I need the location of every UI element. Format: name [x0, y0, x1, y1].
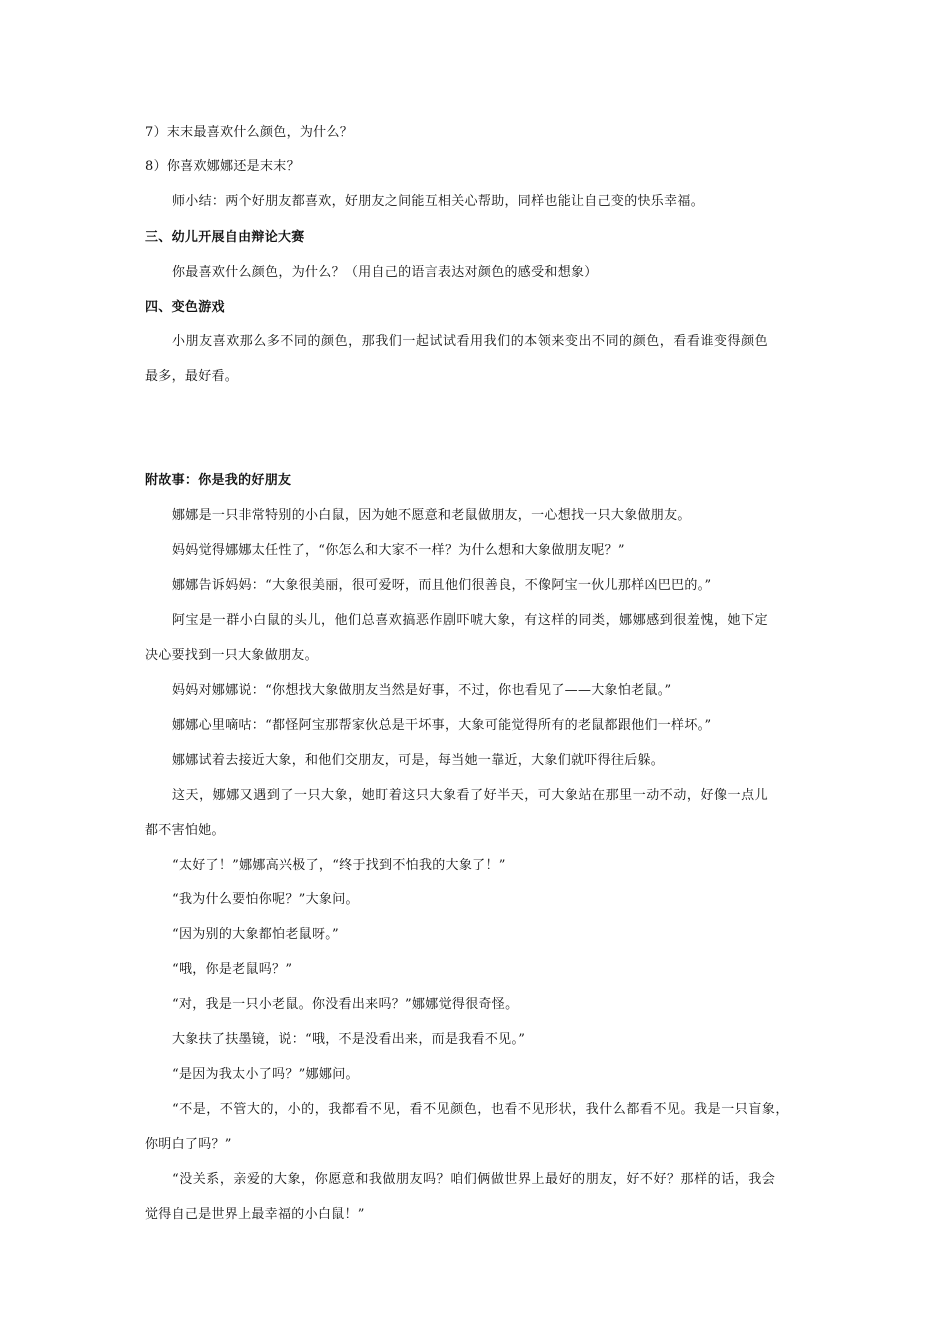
story-paragraph: “对，我是一只小老鼠。你没看出来吗？”娜娜觉得很奇怪。 [172, 997, 519, 1012]
section-heading-game: 四、变色游戏 [145, 300, 225, 315]
story-paragraph: 娜娜告诉妈妈：“大象很美丽，很可爱呀，而且他们很善良，不像阿宝一伙儿那样凶巴巴的。” [172, 578, 712, 593]
story-paragraph: 娜娜心里嘀咕：“都怪阿宝那帮家伙总是干坏事，大象可能觉得所有的老鼠都跟他们一样坏。” [172, 718, 712, 733]
story-paragraph: “太好了！”娜娜高兴极了，“终于找到不怕我的大象了！” [172, 858, 506, 873]
story-paragraph: 这天，娜娜又遇到了一只大象，她盯着这只大象看了好半天，可大象站在那里一动不动，好像一点儿 [172, 788, 769, 803]
debate-paragraph: 你最喜欢什么颜色，为什么？（用自己的语言表达对颜色的感受和想象） [172, 265, 598, 280]
game-paragraph-line-1: 小朋友喜欢那么多不同的颜色，那我们一起试试看用我们的本领来变出不同的颜色，看看谁变得颜色 [172, 334, 769, 349]
story-paragraph: 阿宝是一群小白鼠的头儿，他们总喜欢搞恶作剧吓唬大象，有这样的同类，娜娜感到很羞愧，她下定 [172, 613, 769, 628]
story-paragraph: “哦，你是老鼠吗？” [172, 962, 293, 977]
story-paragraph-continued: 觉得自己是世界上最幸福的小白鼠！” [145, 1207, 365, 1222]
story-paragraph: “我为什么要怕你呢？”大象问。 [172, 892, 359, 907]
section-heading-debate: 三、幼儿开展自由辩论大赛 [145, 230, 305, 245]
story-paragraph: 妈妈对娜娜说：“你想找大象做朋友当然是好事，不过，你也看见了——大象怕老鼠。” [172, 683, 672, 698]
game-paragraph-line-2: 最多，最好看。 [145, 369, 239, 384]
story-paragraph: “没关系，亲爱的大象，你愿意和我做朋友吗？咱们俩做世界上最好的朋友，好不好？那样的话，我会 [172, 1172, 776, 1187]
story-paragraph-continued: 你明白了吗？” [145, 1137, 232, 1152]
story-title: 附故事：你是我的好朋友 [145, 473, 292, 488]
question-8: 8）你喜欢娜娜还是末末？ [145, 159, 300, 174]
story-paragraph-continued: 都不害怕她。 [145, 823, 225, 838]
teacher-summary: 师小结：两个好朋友都喜欢，好朋友之间能互相关心帮助，同样也能让自己变的快乐幸福。 [172, 194, 705, 209]
story-paragraph: “是因为我太小了吗？”娜娜问。 [172, 1067, 359, 1082]
story-paragraph: 大象扶了扶墨镜，说：“哦，不是没看出来，而是我看不见。” [172, 1032, 526, 1047]
story-paragraph: 娜娜是一只非常特别的小白鼠，因为她不愿意和老鼠做朋友，一心想找一只大象做朋友。 [172, 508, 691, 523]
story-paragraph: 妈妈觉得娜娜太任性了，“你怎么和大家不一样？为什么想和大象做朋友呢？” [172, 543, 625, 558]
story-paragraph: “不是，不管大的，小的，我都看不见，看不见颜色，也看不见形状，我什么都看不见。我是一只盲象， [172, 1102, 789, 1117]
story-paragraph-continued: 决心要找到一只大象做朋友。 [145, 648, 318, 663]
story-paragraph: 娜娜试着去接近大象，和他们交朋友，可是，每当她一靠近，大象们就吓得往后躲。 [172, 753, 665, 768]
story-paragraph: “因为别的大象都怕老鼠呀。” [172, 927, 339, 942]
question-7: 7）末末最喜欢什么颜色，为什么？ [145, 125, 354, 140]
